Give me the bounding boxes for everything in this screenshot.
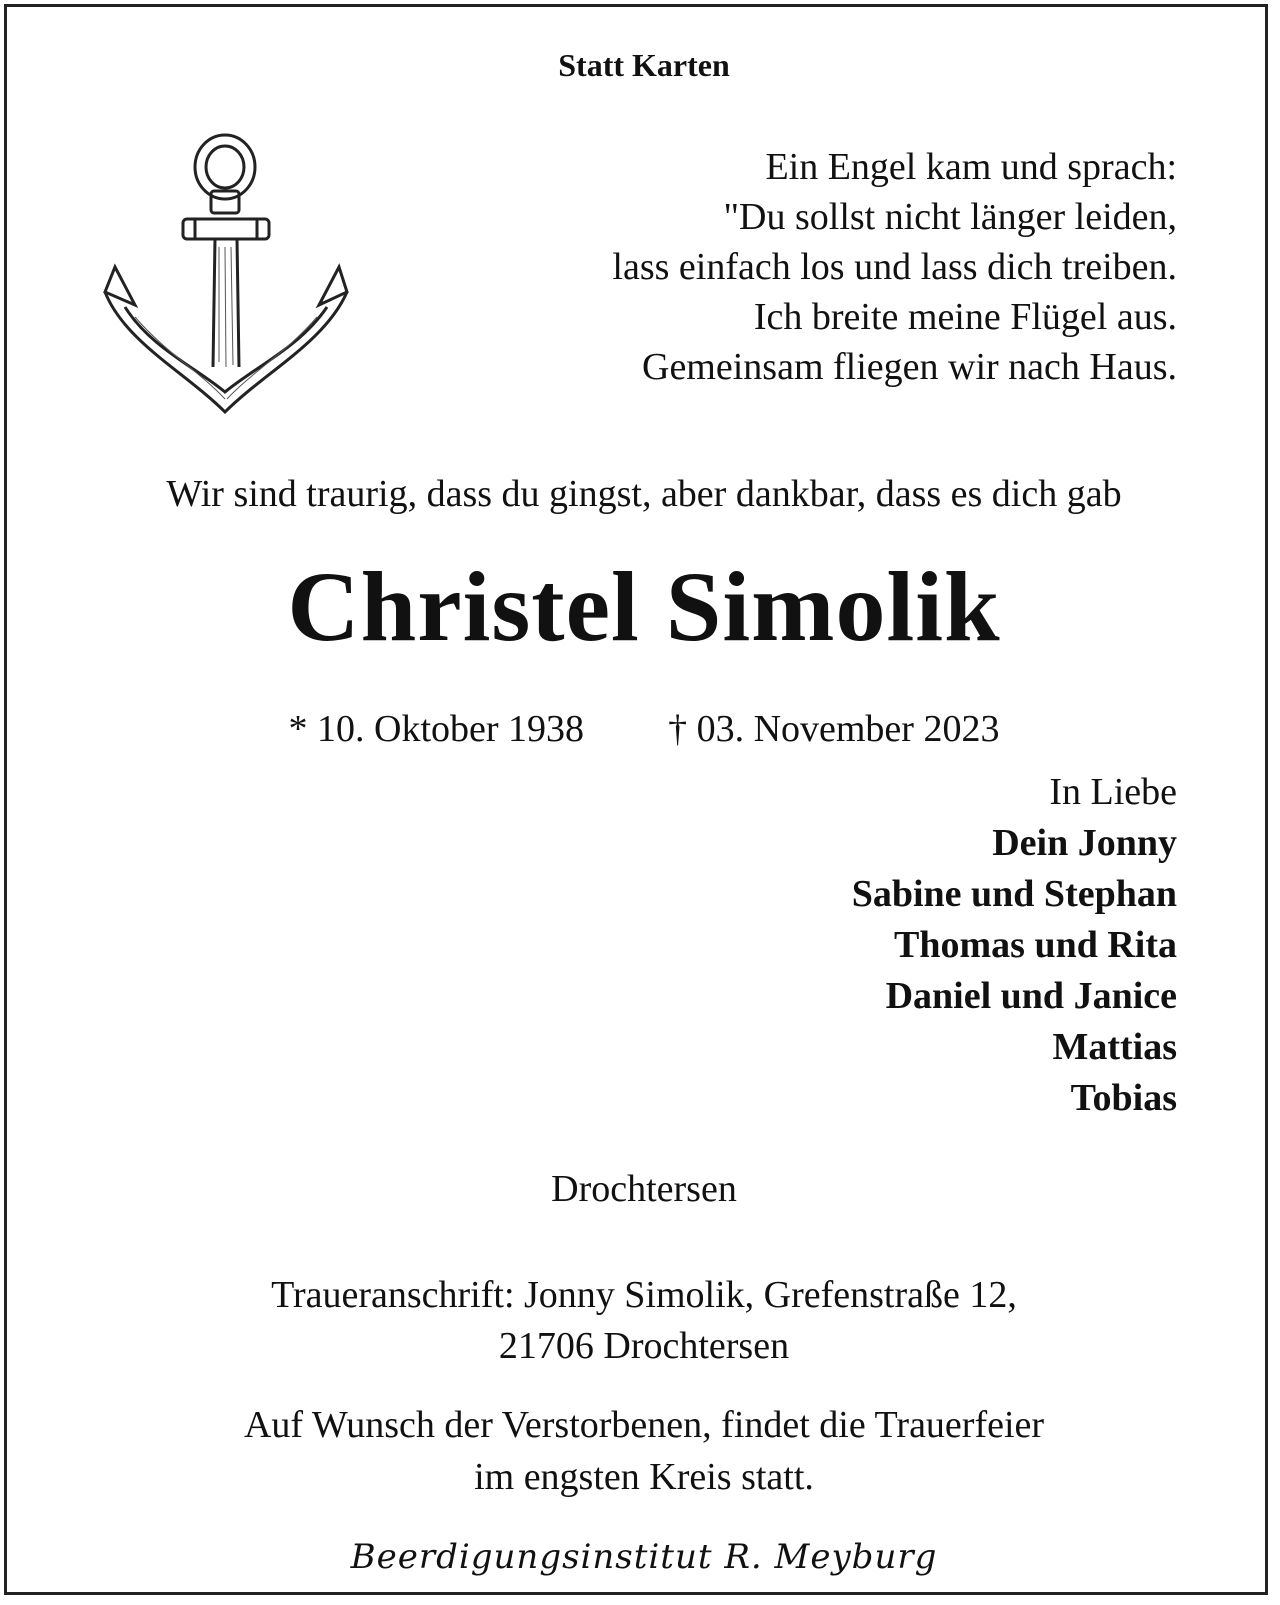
- address-line: Traueranschrift: Jonny Simolik, Grefenstraße 12,: [271, 1274, 1017, 1316]
- birth-date: * 10. Oktober 1938: [288, 708, 585, 750]
- family-signatures: [852, 767, 1177, 1124]
- header-statt-karten: Statt Karten: [558, 47, 730, 83]
- poem: [612, 142, 1177, 392]
- family-name: Dein Jonny: [992, 822, 1177, 864]
- note-line: Auf Wunsch der Verstorbenen, findet die Trauerfeier: [243, 1404, 1045, 1446]
- note-line: im engsten Kreis statt.: [474, 1456, 814, 1498]
- poem-line: Gemeinsam fliegen wir nach Haus.: [642, 346, 1177, 388]
- deceased-name: Christel Simolik: [287, 551, 1001, 662]
- mourning-address: [7, 1270, 1280, 1372]
- motto: Wir sind traurig, dass du gingst, aber dankbar, dass es dich gab: [166, 473, 1122, 515]
- family-name: Thomas und Rita: [894, 924, 1177, 966]
- undertaker-name: Beerdigungsinstitut R. Meyburg: [350, 1537, 938, 1577]
- address-line: 21706 Drochtersen: [498, 1325, 790, 1367]
- family-name: Daniel und Janice: [885, 975, 1177, 1017]
- family-name: Sabine und Stephan: [851, 873, 1177, 915]
- life-dates: [7, 707, 1280, 751]
- death-date: † 03. November 2023: [668, 708, 1000, 750]
- ceremony-note: [7, 1399, 1280, 1503]
- family-name: Mattias: [1052, 1026, 1177, 1068]
- anchor-icon: [95, 127, 375, 427]
- poem-line: "Du sollst nicht länger leiden,: [723, 196, 1177, 238]
- poem-line: lass einfach los und lass dich treiben.: [612, 246, 1177, 288]
- poem-line: Ich breite meine Flügel aus.: [753, 296, 1177, 338]
- family-intro: In Liebe: [1049, 771, 1177, 813]
- place: Drochtersen: [551, 1168, 737, 1210]
- obituary-frame: [4, 4, 1268, 1595]
- poem-line: Ein Engel kam und sprach:: [765, 146, 1177, 188]
- family-name: Tobias: [1070, 1077, 1177, 1119]
